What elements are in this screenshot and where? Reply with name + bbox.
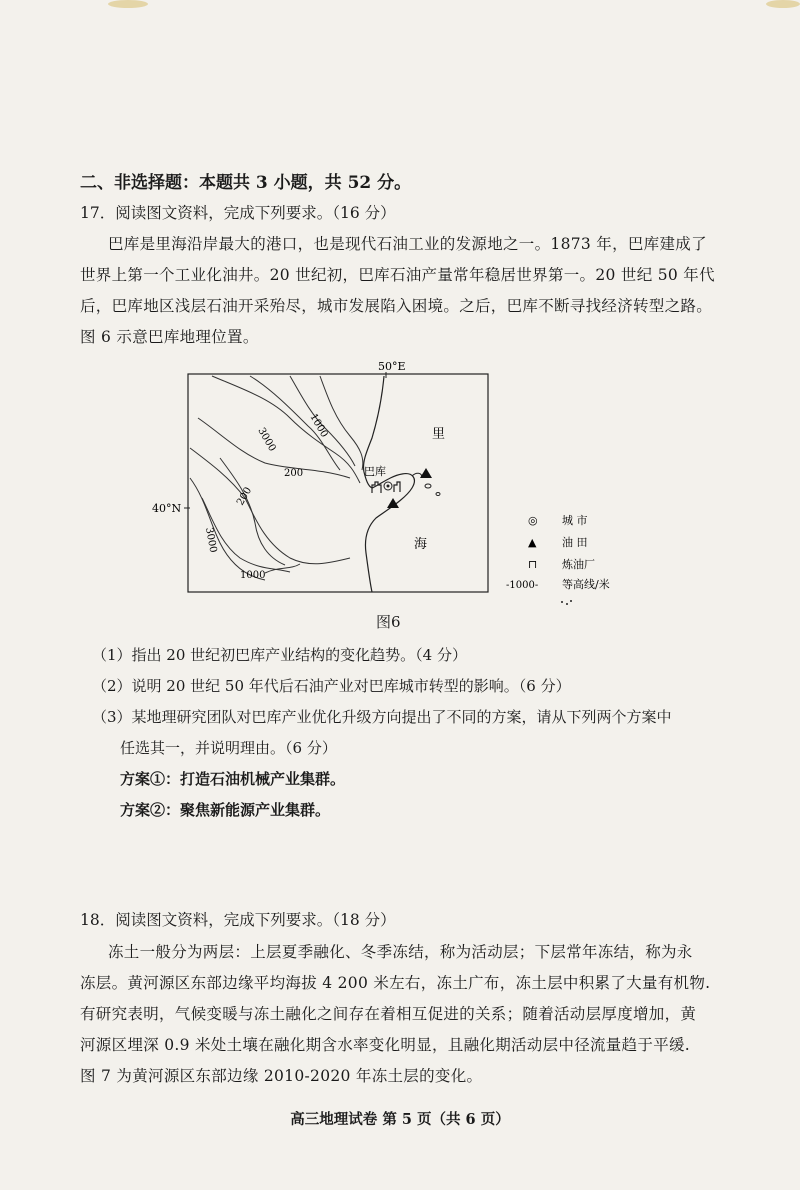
q17-sub-3: （3）某地理研究团队对巴库产业优化升级方向提出了不同的方案，请从下列两个方案中: [92, 708, 672, 726]
q18-para-line: 图 7 为黄河源区东部边缘 2010-2020 年冻土层的变化。: [80, 1067, 483, 1085]
contour-label: 3000: [255, 426, 278, 454]
q17-heading: 17．阅读图文资料，完成下列要求。（16 分）: [80, 204, 396, 222]
scan-smudge: [108, 0, 148, 8]
legend-contour-label: 等高线/米: [562, 578, 610, 591]
legend-oilfield-label: 油 田: [562, 536, 588, 549]
legend-city-icon: ◎: [528, 514, 538, 527]
contour-label: 200: [235, 485, 255, 508]
q18-para-line: 冻土一般分为两层：上层夏季融化、冬季冻结，称为活动层；下层常年冻结，称为永: [108, 943, 693, 961]
map-frame: [188, 374, 488, 592]
legend-islands-icon: [570, 600, 572, 602]
baku-location-map: [150, 358, 610, 610]
q18-para-line: 有研究表明，气候变暖与冻土融化之间存在着相互促进的关系；随着活动层厚度增加，黄: [80, 1005, 697, 1023]
q17-para-line: 巴库是里海沿岸最大的港口，也是现代石油工业的发源地之一。1873 年，巴库建成了: [108, 235, 707, 253]
refinery-symbol: [394, 482, 400, 492]
q18-para-line: 冻层。黄河源区东部边缘平均海拔 4 200 米左右，冻土广布，冻土层中积累了大量有机物.: [80, 974, 711, 992]
legend-islands-icon: [561, 601, 563, 603]
latitude-label: 40°N: [152, 502, 182, 515]
q18-heading: 18．阅读图文资料，完成下列要求。（18 分）: [80, 911, 396, 929]
caspian-coastline: [363, 376, 414, 592]
legend-oilfield-icon: ▲: [528, 536, 537, 549]
longitude-label: 50°E: [378, 360, 406, 373]
q17-sub-2: （2）说明 20 世纪 50 年代后石油产业对巴库城市转型的影响。（6 分）: [92, 677, 571, 695]
sea-label: 里: [432, 427, 446, 442]
legend-contour-icon: -1000-: [506, 580, 539, 591]
q17-para-line: 世界上第一个工业化油井。20 世纪初，巴库石油产量常年稳居世界第一。20 世纪 50 年代: [80, 266, 715, 284]
q17-para-line: 后，巴库地区浅层石油开采殆尽，城市发展陷入困境。之后，巴库不断寻找经济转型之路。: [80, 297, 713, 315]
q17-para-line: 图 6 示意巴库地理位置。: [80, 328, 259, 346]
contour-line: [320, 376, 363, 470]
page-footer: 高三地理试卷 第 5 页（共 6 页）: [290, 1111, 510, 1128]
figure-caption: 图6: [376, 613, 401, 631]
city-symbol-dot: [387, 485, 390, 488]
q17-sub-3-cont: 任选其一，并说明理由。（6 分）: [120, 739, 337, 757]
sea-label: 海: [414, 537, 428, 552]
contour-label: 1000: [240, 570, 266, 581]
island: [436, 493, 440, 496]
island: [425, 484, 431, 488]
city-label: 巴库: [364, 465, 386, 478]
legend-islands-icon: [566, 603, 568, 605]
contour-label: 3000: [203, 526, 219, 554]
q18-para-line: 河源区埋深 0.9 米处土壤在融化期含水率变化明显，且融化期活动层中径流量趋于平缓.: [80, 1036, 691, 1054]
legend-refinery-icon: ⊓: [528, 558, 538, 571]
contour-label: 1000: [307, 412, 330, 440]
legend-refinery-label: 炼油厂: [562, 558, 595, 571]
q17-option-2: 方案②：聚焦新能源产业集群。: [120, 801, 331, 819]
scan-smudge: [766, 0, 800, 8]
section-heading: 二、非选择题：本题共 3 小题，共 52 分。: [80, 173, 412, 193]
legend-city-label: 城 市: [562, 514, 588, 527]
oilfield-symbol: [420, 468, 432, 478]
q17-sub-1: （1）指出 20 世纪初巴库产业结构的变化趋势。（4 分）: [92, 646, 467, 664]
contour-label: 200: [284, 468, 304, 479]
q17-option-1: 方案①：打造石油机械产业集群。: [120, 770, 346, 788]
